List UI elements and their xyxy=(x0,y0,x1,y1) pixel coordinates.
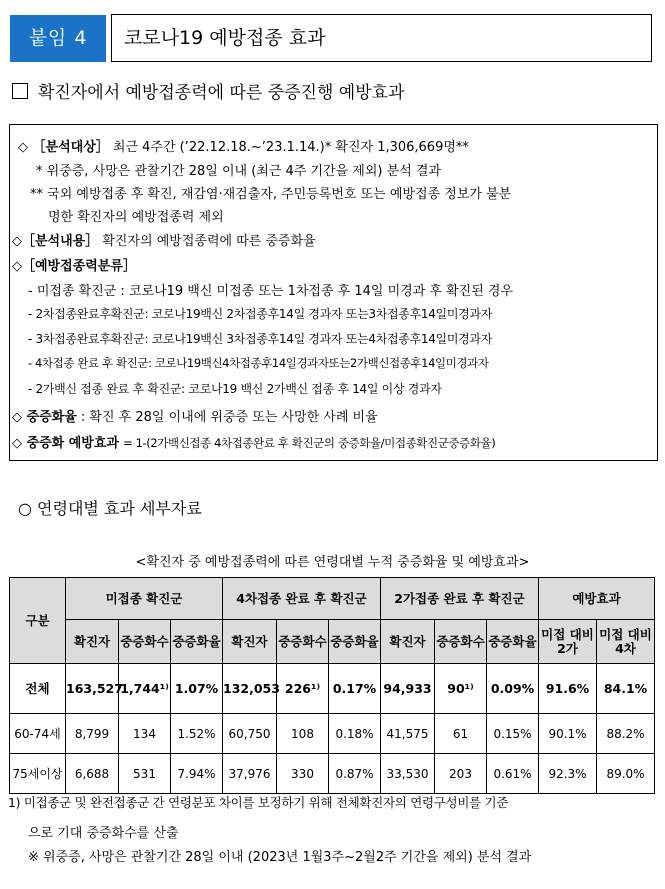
table-cell: 33,530 xyxy=(381,754,435,794)
analysis-content-label: ◇［분석내용］ xyxy=(12,234,99,249)
table-cell: 226¹⁾ xyxy=(277,664,329,714)
header-gubun: 구분 xyxy=(10,578,66,664)
table-cell: 531 xyxy=(119,754,171,794)
table-row-total xyxy=(10,664,655,714)
age-group-section-heading: ○ 연령대별 효과 세부자료 xyxy=(18,499,202,518)
header-cases: 확진자 xyxy=(66,620,119,664)
page-title: 코로나19 예방접종 효과 xyxy=(111,14,652,62)
table-cell: 6,688 xyxy=(66,754,119,794)
class-unvaccinated: - 미접종 확진군 : 코로나19 백신 미접종 또는 1차접종 후 14일 미경과 후 확진된 경우 xyxy=(28,284,514,299)
class-dose4: - 4차접종 완료 후 확진군: 코로나19백신4차접종후14일경과자또는2가백신접종후14일미경과자 xyxy=(28,356,489,370)
table-row xyxy=(10,714,655,754)
table-cell: 134 xyxy=(119,714,171,754)
footnote-1-cont: 으로 기대 중증화수를 산출 xyxy=(28,826,179,841)
header-cases: 확진자 xyxy=(381,620,435,664)
table-cell: 41,575 xyxy=(381,714,435,754)
header-severe: 중증화수 xyxy=(277,620,329,664)
table-cell: 90.1% xyxy=(539,714,597,754)
footnote-double-star: ** 국외 예방접종 후 확진, 재감염·재검출자, 주민등록번호 또는 예방접종 정보가 불분 xyxy=(30,187,512,202)
table-cell: 94,933 xyxy=(381,664,435,714)
table-cell: 108 xyxy=(277,714,329,754)
table-cell: 89.0% xyxy=(597,754,655,794)
header-effect-group: 예방효과 xyxy=(539,578,655,620)
severity-rate-line xyxy=(12,406,378,425)
analysis-content-line xyxy=(12,230,316,249)
section-heading-text: 확진자에서 예방접종력에 따른 중증진행 예방효과 xyxy=(38,83,405,103)
header-severe: 중증화수 xyxy=(435,620,487,664)
table-cell: 37,976 xyxy=(223,754,277,794)
header-severe: 중증화수 xyxy=(119,620,171,664)
table-cell: 전체 xyxy=(10,664,66,714)
table-cell: 60-74세 xyxy=(10,714,66,754)
header-rate: 중증화율 xyxy=(487,620,539,664)
table-cell: 0.17% xyxy=(329,664,381,714)
class-bivalent: - 2가백신 접종 완료 후 확진군: 코로나19 백신 2가백신 접종 후 14일 이상 경과자 xyxy=(28,382,442,396)
header-cases: 확진자 xyxy=(223,620,277,664)
table-cell: 163,527 xyxy=(66,664,119,714)
table-cell: 60,750 xyxy=(223,714,277,754)
table-cell: 1.52% xyxy=(171,714,223,754)
table-cell: 92.3% xyxy=(539,754,597,794)
analysis-summary-box xyxy=(9,124,658,461)
age-effect-table xyxy=(9,577,655,794)
section-heading xyxy=(12,78,404,103)
table-cell: 8,799 xyxy=(66,714,119,754)
header-effect-bivalent: 미접 대비 2가 xyxy=(539,620,597,664)
class-dose3: - 3차접종완료후확진군: 코로나19백신 3차접종후14일 경과자 또는4차접종후14일미경과자 xyxy=(28,332,492,346)
header-effect-dose4: 미접 대비 4차 xyxy=(597,620,655,664)
table-cell: 0.87% xyxy=(329,754,381,794)
table-cell: 0.18% xyxy=(329,714,381,754)
table-cell: 90¹⁾ xyxy=(435,664,487,714)
table-cell: 0.15% xyxy=(487,714,539,754)
severity-rate-label: ◇ 중증화율 xyxy=(12,410,77,425)
table-cell: 1.07% xyxy=(171,664,223,714)
analysis-content-text: 확진자의 예방접종력에 따른 중증화율 xyxy=(102,234,316,249)
header-dose4-group: 4차접종 완료 후 확진군 xyxy=(223,578,381,620)
vaccination-classification-label: ◇［예방접종력분류］ xyxy=(12,259,136,274)
class-dose2: - 2차접종완료후확진군: 코로나19백신 2차접종후14일 경과자 또는3차접종후14일미경과자 xyxy=(28,307,492,321)
footnote-star: * 위중증, 사망은 관찰기간 28일 이내 (최근 4주 기간을 제외) 분석 결과 xyxy=(36,164,441,179)
analysis-target-text: 최근 4주간 (’22.12.18.~’23.1.14.)* 확진자 1,306,669명** xyxy=(112,140,469,155)
attachment-tag: 붙임 4 xyxy=(10,15,106,62)
table-cell: 88.2% xyxy=(597,714,655,754)
table-cell: 1,744¹⁾ xyxy=(119,664,171,714)
table-cell: 84.1% xyxy=(597,664,655,714)
header-rate: 중증화율 xyxy=(171,620,223,664)
footnote-note: ※ 위중증, 사망은 관찰기간 28일 이내 (2023년 1월3주~2월2주 기간을 제외) 분석 결과 xyxy=(28,850,532,865)
table-cell: 203 xyxy=(435,754,487,794)
table-cell: 61 xyxy=(435,714,487,754)
table-cell: 7.94% xyxy=(171,754,223,794)
header-rate: 중증화율 xyxy=(329,620,381,664)
analysis-target-line xyxy=(18,136,469,155)
table-row xyxy=(10,754,655,794)
footnote-1: 1) 미접종군 및 완전접종군 간 연령분포 차이를 보정하기 위해 전체확진자의 연령구성비를 기준 xyxy=(8,795,509,810)
prevention-effect-formula: = 1-(2가백신접종 4차접종완료 후 확진군의 중증화율/미접종확진군중증화율) xyxy=(123,436,496,450)
table-cell: 75세이상 xyxy=(10,754,66,794)
header-unvaccinated-group: 미접종 확진군 xyxy=(66,578,223,620)
table-cell: 91.6% xyxy=(539,664,597,714)
table-cell: 0.61% xyxy=(487,754,539,794)
table-cell: 0.09% xyxy=(487,664,539,714)
checkbox-square-icon xyxy=(12,83,28,99)
analysis-target-label: ◇ ［분석대상］ xyxy=(18,140,109,155)
table-cell: 330 xyxy=(277,754,329,794)
footnote-double-star-cont: 명한 확진자의 예방접종력 제외 xyxy=(48,210,224,225)
prevention-effect-label: ◇ 중증화 예방효과 xyxy=(12,436,119,451)
table-cell: 132,053 xyxy=(223,664,277,714)
severity-rate-text: : 확진 후 28일 이내에 위중증 또는 사망한 사례 비율 xyxy=(80,410,378,425)
prevention-effect-line xyxy=(12,432,495,451)
table-caption: <확진자 중 예방접종력에 따른 연령대별 누적 중증화율 및 예방효과> xyxy=(135,555,530,570)
header-bivalent-group: 2가접종 완료 후 확진군 xyxy=(381,578,539,620)
